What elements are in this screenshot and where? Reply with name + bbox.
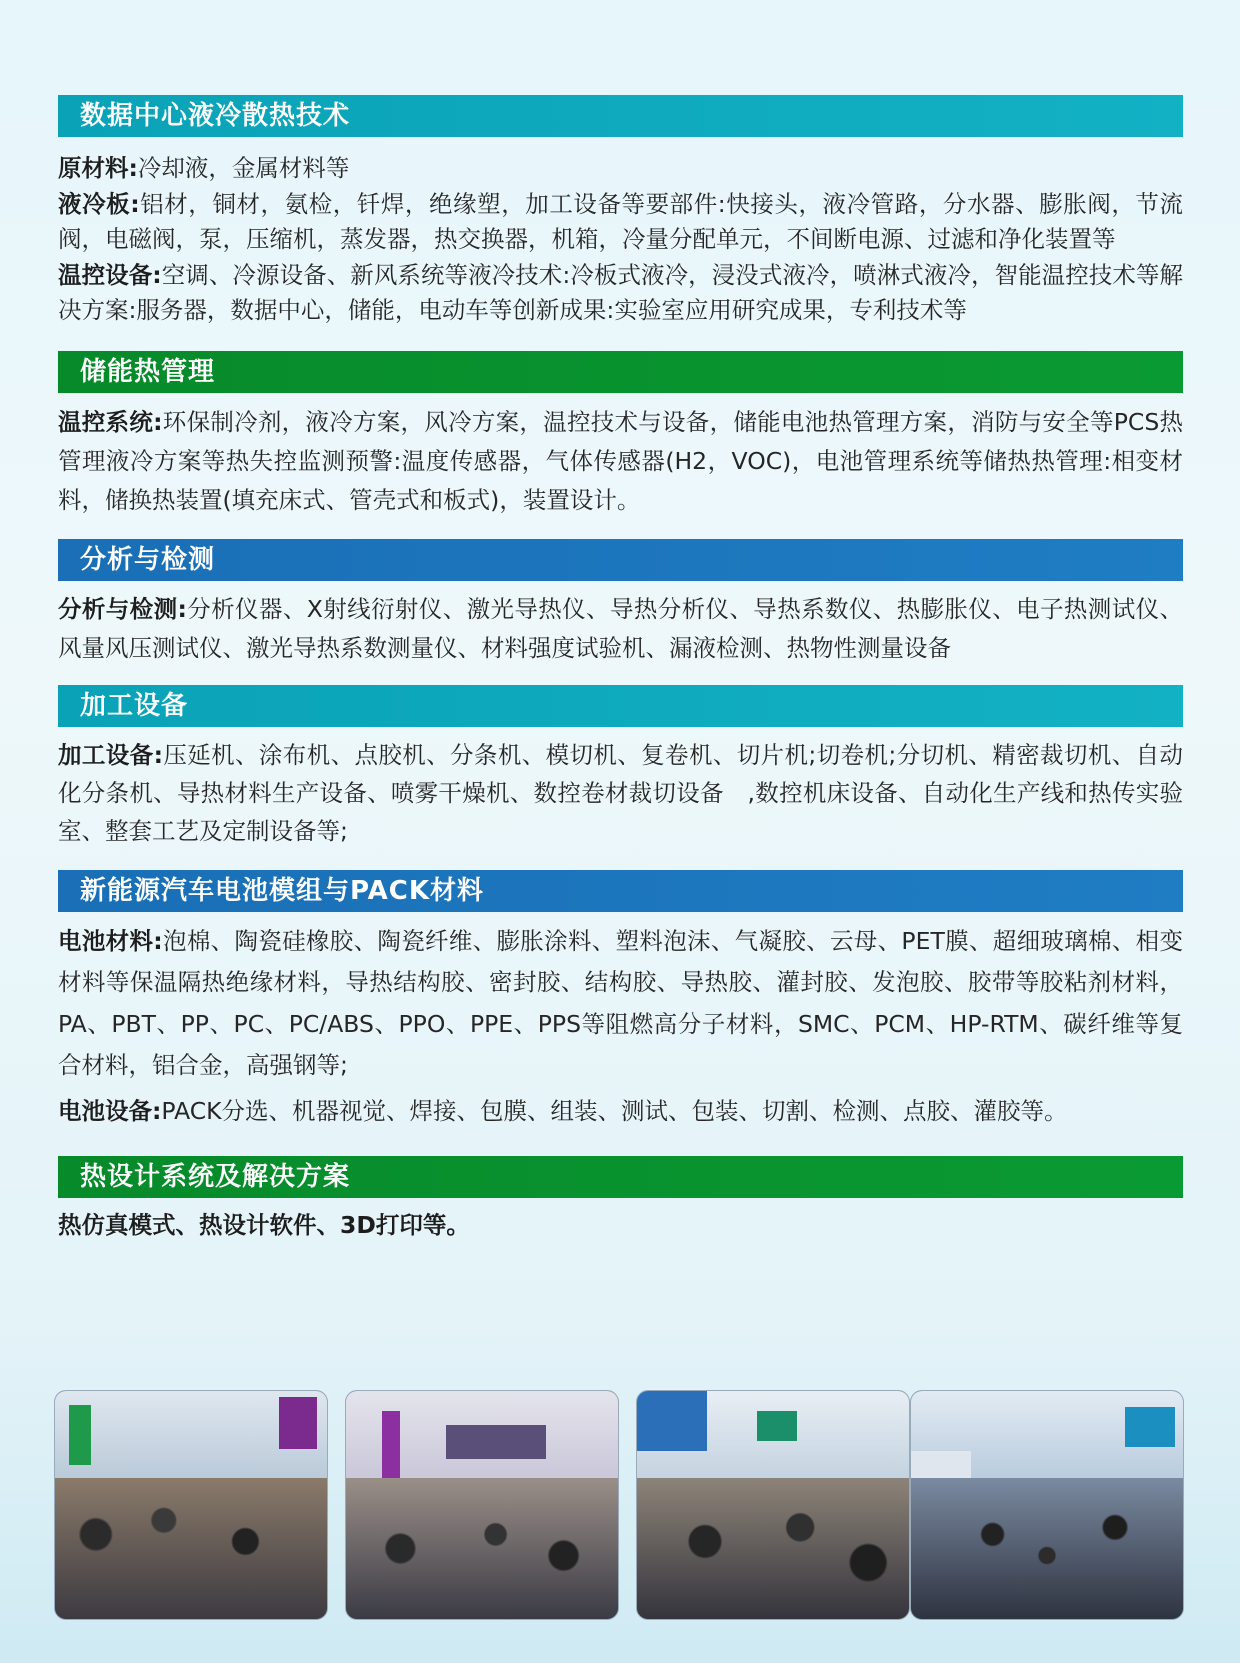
- paragraph-label: 热仿真模式、热设计软件、3D打印等。: [58, 1211, 470, 1239]
- paragraph-text: 泡棉、陶瓷硅橡胶、陶瓷纤维、膨胀涂料、塑料泡沫、气凝胶、云母、PET膜、超细玻璃棉、相变材料等保温隔热绝缘材料，导热结构胶、密封胶、结构胶、导热胶、灌封胶、发泡胶、胶带等胶粘剂材料，PA、PBT、PP、PC、PC/ABS、PPO、PPE、PPS等阻燃高分子材料，SMC、PCM、HP-RTM、碳纤维等复合材料，铝合金，高强钢等;: [58, 926, 1183, 1079]
- section-header: 储能热管理: [58, 351, 1183, 393]
- signage-decoration: [637, 1391, 707, 1451]
- paragraph-text: 环保制冷剂，液冷方案，风冷方案，温控技术与设备，储能电池热管理方案，消防与安全等PCS热管理液冷方案等热失控监测预警:温度传感器，气体传感器(H2，VOC)，电池管理系统等储热热管理:相变材料，储换热装置(填充床式、管壳式和板式)，装置设计。: [58, 407, 1184, 514]
- paragraph: [58, 187, 1183, 258]
- paragraph-text: 铝材，铜材，氨检，钎焊，绝缘塑，加工设备等要部件:快接头，液冷管路，分水器、膨胀阀，节流阀，电磁阀，泵，压缩机，蒸发器，热交换器，机箱，冷量分配单元，不间断电源、过滤和净化装置等: [58, 189, 1183, 253]
- crowd-decoration: [346, 1478, 618, 1619]
- content-column: [58, 95, 1183, 1244]
- paragraph: [58, 921, 1183, 1087]
- separator: :: [152, 1096, 162, 1125]
- paragraph-text: 空调、冷源设备、新风系统等液冷技术:冷板式液冷，浸没式液冷，喷淋式液冷，智能温控技术等解决方案:服务器，数据中心，储能，电动车等创新成果:实验室应用研究成果，专利技术等: [58, 260, 1183, 324]
- signage-decoration: [446, 1425, 546, 1459]
- paragraph: [58, 590, 1183, 668]
- separator: :: [177, 594, 187, 623]
- exhibition-photo: [636, 1390, 910, 1620]
- section-header: 加工设备: [58, 685, 1183, 727]
- section-processing-equipment: [58, 685, 1183, 850]
- paragraph-text: 压延机、涂布机、点胶机、分条机、模切机、复卷机、切片机;切卷机;分切机、精密裁切机、自动化分条机、导热材料生产设备、喷雾干燥机、数控卷材裁切设备 ,数控机床设备、自动化生产线和热传实验室、整套工艺及定制设备等;: [58, 740, 1183, 845]
- crowd-decoration: [911, 1478, 1183, 1619]
- paragraph: [58, 403, 1183, 520]
- paragraph-label: 加工设备: [58, 740, 154, 769]
- crowd-decoration: [637, 1478, 909, 1619]
- section-header: 热设计系统及解决方案: [58, 1156, 1183, 1198]
- paragraph-text: 分析仪器、X射线衍射仪、激光导热仪、导热分析仪、导热系数仪、热膨胀仪、电子热测试仪、风量风压测试仪、激光导热系数测量仪、材料强度试验机、漏液检测、热物性测量设备: [58, 594, 1183, 662]
- exhibition-photo: [345, 1390, 619, 1620]
- section-ev-battery-pack: [58, 870, 1183, 1133]
- section-analysis-testing: [58, 539, 1183, 668]
- paragraph: [58, 258, 1183, 329]
- separator: :: [128, 154, 138, 182]
- paragraph-label: 温控设备: [58, 260, 153, 289]
- paragraph-label: 液冷板: [58, 189, 131, 218]
- paragraph-label: 原材料: [58, 154, 129, 182]
- paragraph: [58, 736, 1183, 850]
- paragraph: [58, 151, 1183, 187]
- separator: :: [130, 189, 140, 218]
- section-data-center-cooling: [58, 95, 1183, 329]
- paragraph-label: 分析与检测: [58, 594, 178, 623]
- separator: :: [152, 260, 162, 289]
- section-header: 数据中心液冷散热技术: [58, 95, 1183, 137]
- signage-decoration: [757, 1411, 797, 1441]
- paragraph-label: 电池设备: [58, 1096, 152, 1125]
- signage-decoration: [1125, 1407, 1175, 1447]
- paragraph-text: 冷却液，金属材料等: [137, 154, 350, 182]
- paragraph-label: 电池材料: [58, 926, 154, 955]
- paragraph: [58, 1208, 1183, 1244]
- separator: :: [153, 407, 163, 436]
- exhibition-photo: [910, 1390, 1184, 1620]
- section-header: 分析与检测: [58, 539, 1183, 581]
- exhibition-photo-strip: [54, 1390, 1184, 1618]
- paragraph-text: PACK分选、机器视觉、焊接、包膜、组装、测试、包装、切割、检测、点胶、灌胶等。: [161, 1096, 1068, 1125]
- signage-decoration: [279, 1397, 317, 1449]
- paragraph: [58, 1091, 1183, 1133]
- crowd-decoration: [55, 1478, 327, 1619]
- separator: :: [153, 740, 163, 769]
- signage-decoration: [69, 1405, 91, 1465]
- section-thermal-design-solutions: [58, 1156, 1183, 1244]
- exhibition-photo: [54, 1390, 328, 1620]
- paragraph-label: 温控系统: [58, 407, 154, 436]
- separator: :: [153, 926, 163, 955]
- section-energy-storage-thermal: [58, 351, 1183, 520]
- section-header: 新能源汽车电池模组与PACK材料: [58, 870, 1183, 912]
